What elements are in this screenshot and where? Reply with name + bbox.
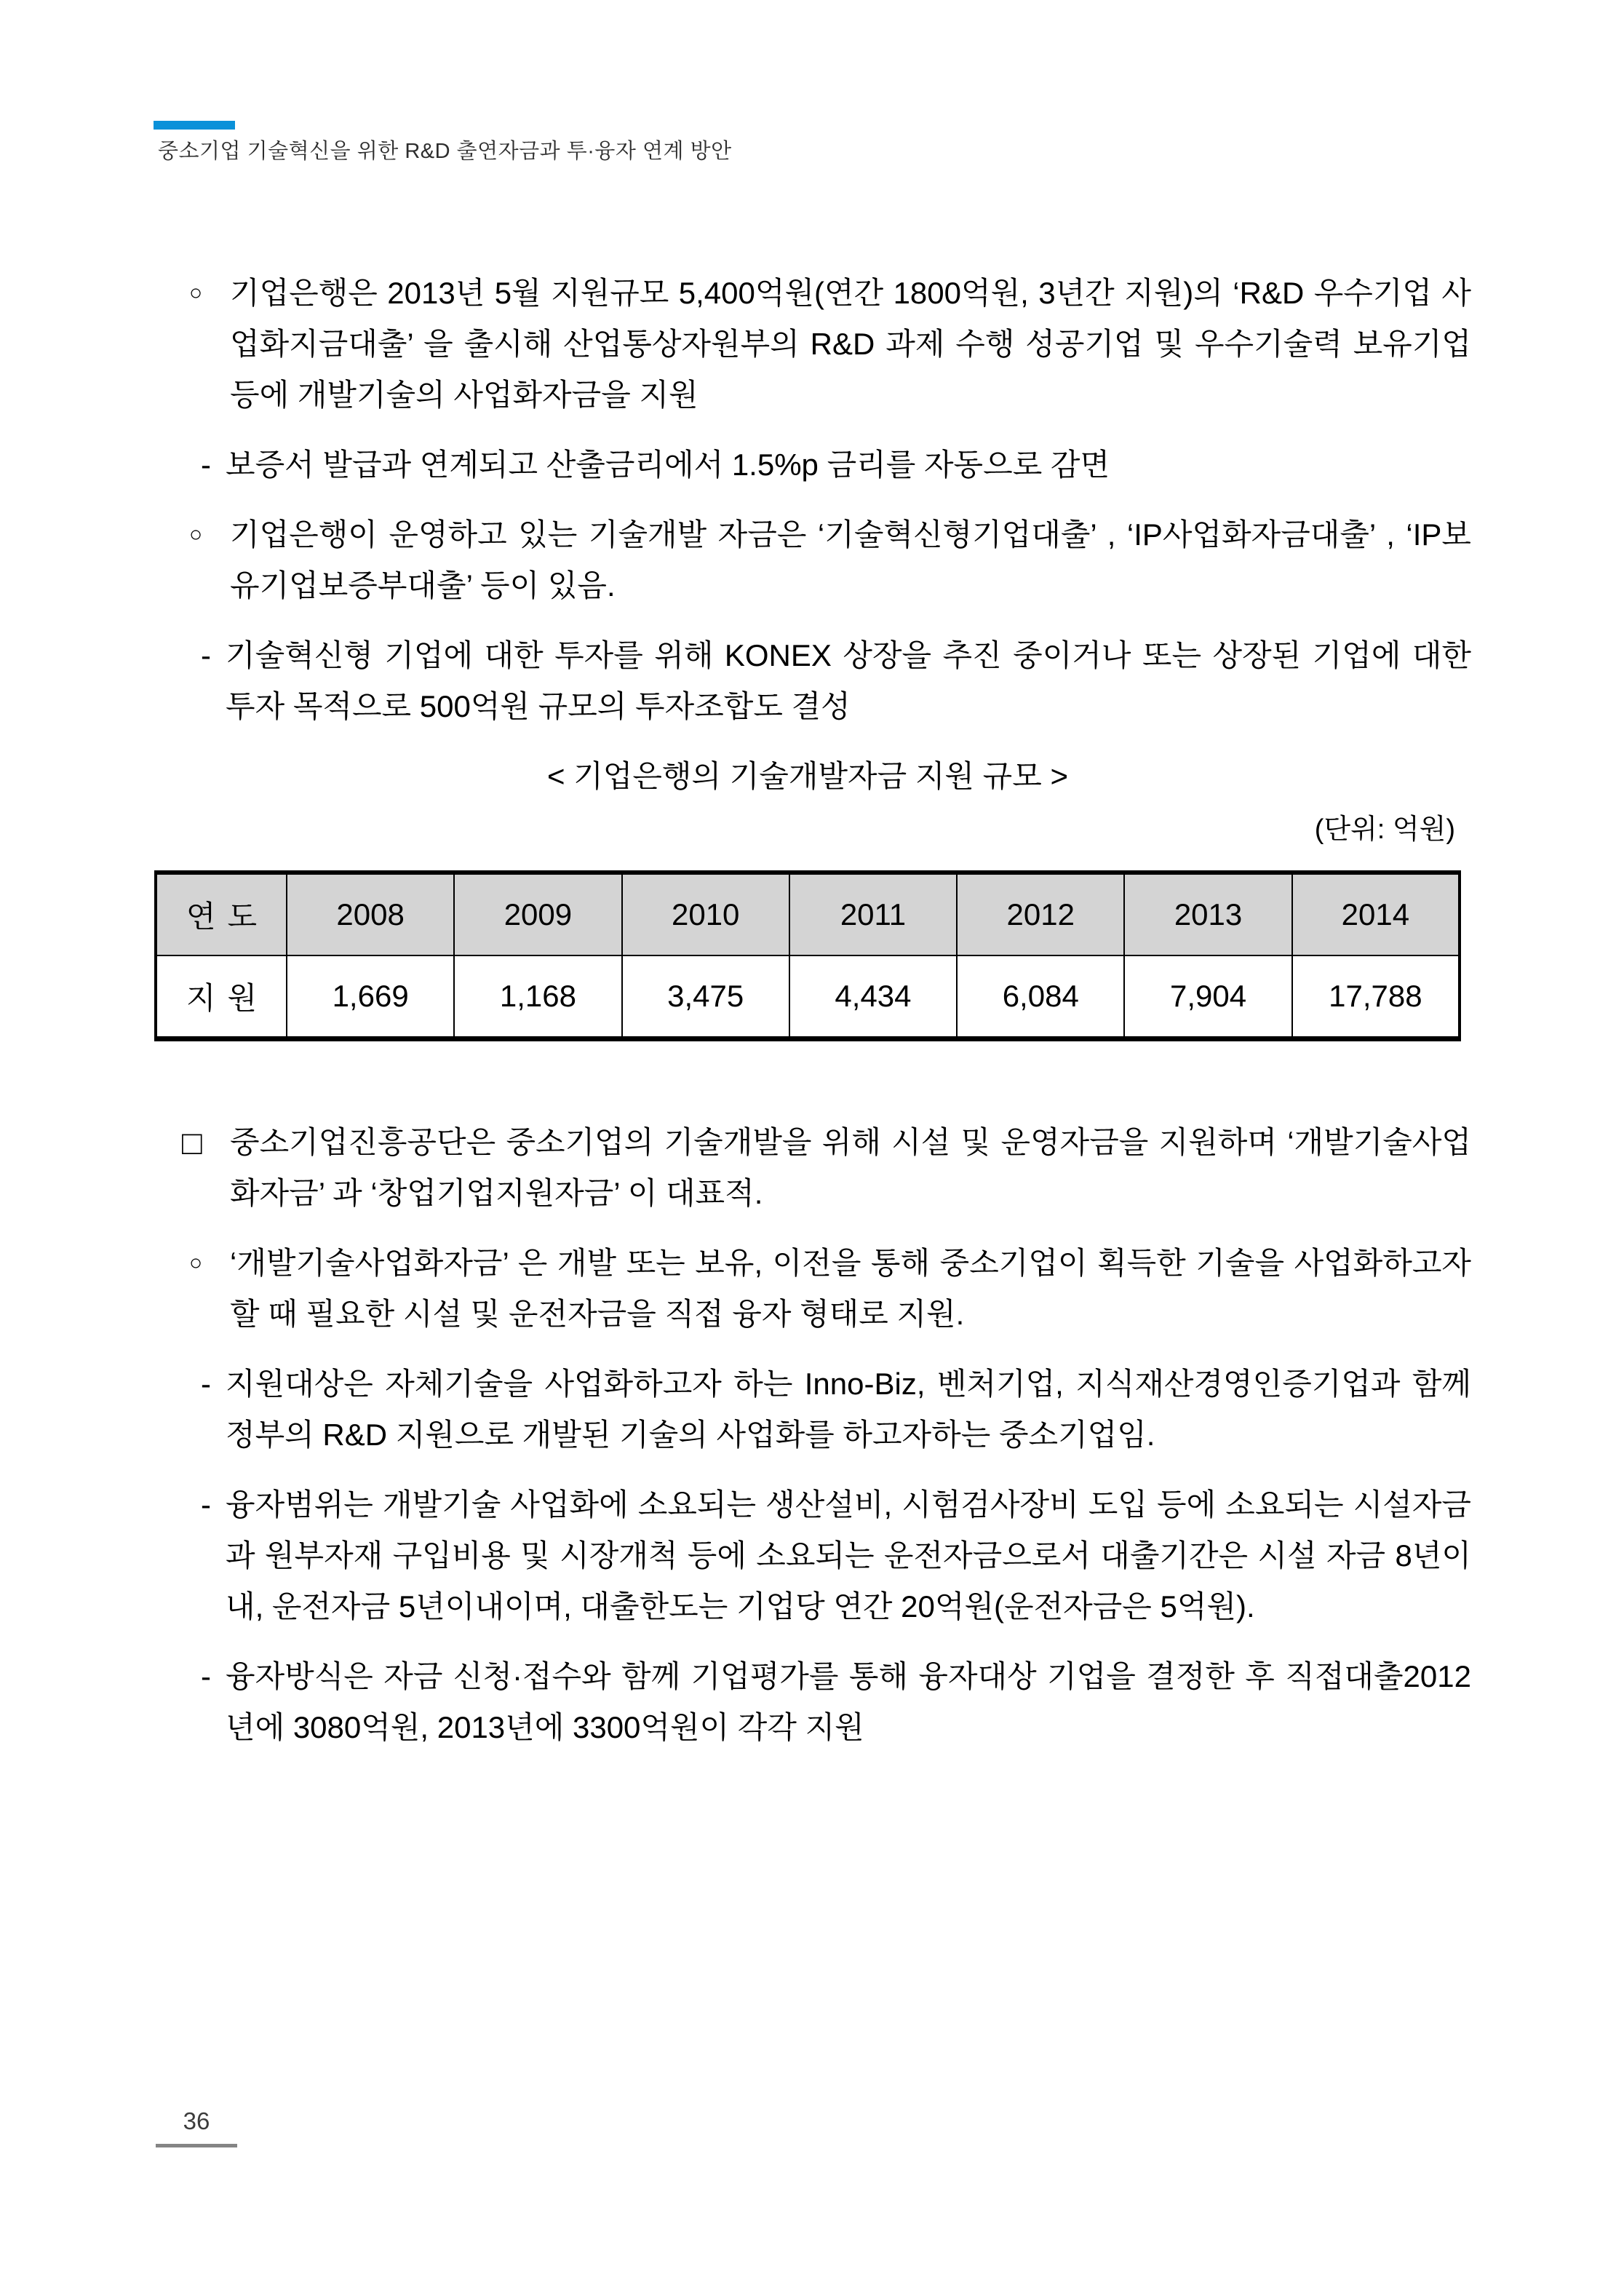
table-cell: 4,434	[789, 955, 957, 1039]
table-header-cell: 2011	[789, 873, 957, 955]
dash-bullet-icon: -	[201, 638, 211, 672]
header-accent-bar	[154, 121, 235, 130]
footer-rule	[156, 2144, 237, 2147]
paragraph	[182, 1479, 1471, 1632]
paragraph	[182, 1117, 1471, 1219]
paragraph-text: 기술혁신형 기업에 대한 투자를 위해 KONEX 상장을 추진 중이거나 또는 상장된 기업에 대한 투자 목적으로 500억원 규모의 투자조합도 결성	[226, 638, 1471, 723]
dash-bullet-icon: -	[201, 1487, 211, 1522]
table-header-row	[156, 873, 1460, 955]
table-header-cell: 2013	[1124, 873, 1291, 955]
page-number: 36	[183, 2107, 210, 2134]
dash-bullet-icon: -	[201, 448, 211, 482]
table-unit-label: (단위: 억원)	[1314, 814, 1455, 845]
paragraph-text: 지원대상은 자체기술을 사업화하고자 하는 Inno-Biz, 벤처기업, 지식재산경영인증기업과 함께 정부의 R&D 지원으로 개발된 기술의 사업화를 하고자하는 중소기업임.	[226, 1367, 1471, 1452]
paragraph-text: 융자범위는 개발기술 사업화에 소요되는 생산설비, 시험검사장비 도입 등에 소요되는 시설자금과 원부자재 구입비용 및 시장개척 등에 소요되는 운전자금으로서 대출기간은 시설 자금 8년이내, 운전자금 5년이내이며, 대출한도는 기업당 연간 20억원(운전자금은 5억원).	[226, 1487, 1471, 1624]
table-header-cell: 2009	[454, 873, 621, 955]
table-cell: 7,904	[1124, 955, 1291, 1039]
table-header-cell: 연도	[156, 873, 287, 955]
paragraph-text: 기업은행은 2013년 5월 지원규모 5,400억원(연간 1800억원, 3년간 지원)의 ‘R&D 우수기업 사업화지금대출’ 을 출시해 산업통상자원부의 R&D 과제 수행 성공기업 및 우수기술력 보유기업 등에 개발기술의 사업화자금을 지원	[230, 276, 1471, 412]
circle-bullet-icon: ○	[189, 1251, 203, 1275]
table-cell: 17,788	[1292, 955, 1460, 1039]
paragraph-text: 중소기업진흥공단은 중소기업의 기술개발을 위해 시설 및 운영자금을 지원하며 ‘개발기술사업화자금’ 과 ‘창업기업지원자금’ 이 대표적.	[230, 1125, 1471, 1210]
paragraph	[182, 509, 1471, 611]
table-header-cell: 2012	[957, 873, 1124, 955]
table-cell: 1,669	[287, 955, 454, 1039]
table-title: < 기업은행의 기술개발자금 지원 규모 >	[547, 759, 1068, 793]
paragraph-text: 융자방식은 자금 신청·접수와 함께 기업평가를 통해 융자대상 기업을 결정한 후 직접대출2012년에 3080억원, 2013년에 3300억원이 각각 지원	[226, 1659, 1471, 1744]
dash-bullet-icon: -	[201, 1659, 211, 1693]
table-cell: 3,475	[622, 955, 789, 1039]
table-header-cell: 2010	[622, 873, 789, 955]
table-block	[154, 751, 1461, 1041]
table-cell: 6,084	[957, 955, 1124, 1039]
paragraph-text: 보증서 발급과 연계되고 산출금리에서 1.5%p 금리를 자동으로 감면	[226, 448, 1110, 482]
paragraph	[182, 440, 1471, 490]
square-bullet-icon: □	[182, 1124, 202, 1161]
page-body	[0, 268, 1624, 1772]
paragraph-text: ‘개발기술사업화자금’ 은 개발 또는 보유, 이전을 통해 중소기업이 획득한 기술을 사업화하고자 할 때 필요한 시설 및 운전자금을 직접 융자 형태로 지원.	[230, 1246, 1471, 1331]
table-header-cell: 2008	[287, 873, 454, 955]
paragraph	[182, 1238, 1471, 1340]
paragraph	[182, 1359, 1471, 1461]
circle-bullet-icon: ○	[189, 281, 203, 305]
dash-bullet-icon: -	[201, 1367, 211, 1401]
table-header-cell: 2014	[1292, 873, 1460, 955]
table-row-header-cell: 지원	[156, 955, 287, 1039]
table-row	[156, 955, 1460, 1039]
circle-bullet-icon: ○	[189, 522, 203, 547]
paragraph	[182, 268, 1471, 421]
table-cell: 1,168	[454, 955, 621, 1039]
support-amount-table	[154, 870, 1461, 1041]
paragraph-text: 기업은행이 운영하고 있는 기술개발 자금은 ‘기술혁신형기업대출’ , ‘IP사업화자금대출’ , ‘IP보유기업보증부대출’ 등이 있음.	[230, 517, 1471, 603]
paragraph	[182, 1651, 1471, 1753]
paragraph	[182, 630, 1471, 732]
running-title: 중소기업 기술혁신을 위한 R&D 출연자금과 투·융자 연계 방안	[158, 140, 732, 163]
